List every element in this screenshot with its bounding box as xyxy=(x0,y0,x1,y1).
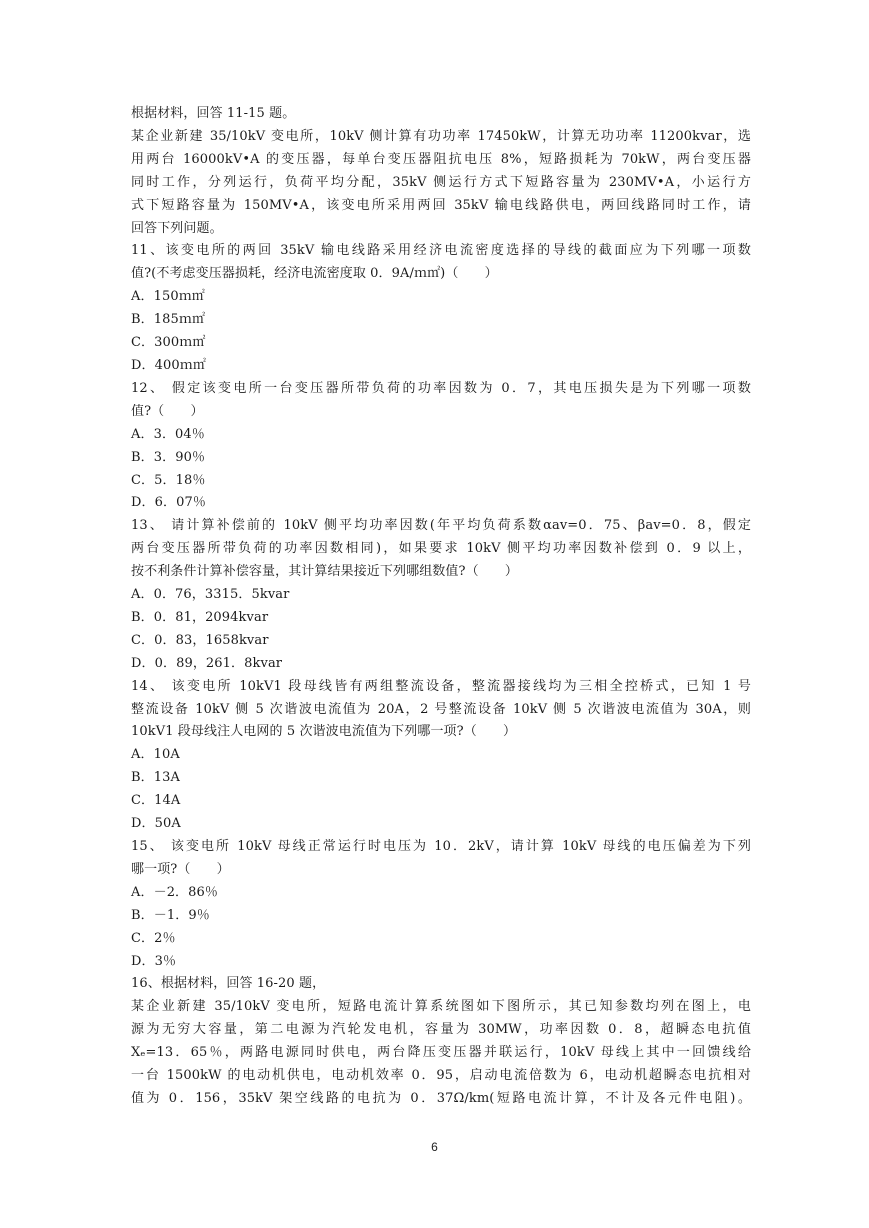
text-line: 13、 请计算补偿前的 10kV 侧平均功率因数(年平均负荷系数αav=0．75、βav=0．8，假定 xyxy=(131,518,751,534)
text-line: 源为无穷大容量，第二电源为汽轮发电机，容量为 30MW，功率因数 0．8，超瞬态电抗值 xyxy=(131,1022,751,1038)
text-line: C．300ｍ㎡ xyxy=(131,335,206,351)
text-line: 根据材料，回答 11-15 题。 xyxy=(131,106,296,121)
text-line: C．5．18％ xyxy=(131,472,206,488)
text-line: D．6．07％ xyxy=(131,495,206,511)
text-line: 值为 0．156，35kV 架空线路的电抗为 0．37Ω/km(短路电流计算，不计及各元件电阻)。 xyxy=(131,1090,751,1106)
text-line: B．0．81，2094kvar xyxy=(131,609,269,625)
text-line: D．3％ xyxy=(131,953,177,969)
text-line: 某企业新建 35/10kV 变电所，10kV 侧计算有功功率 17450kW，计算无功功率 11200kvar，选 xyxy=(131,128,751,144)
text-line: 两台变压器所带负荷的功率因数相同)，如果要求 10kV 侧平均功率因数补偿到 0．9 以上， xyxy=(131,541,751,557)
page-number: 6 xyxy=(431,1140,438,1154)
text-line: A．3．04％ xyxy=(131,426,205,442)
text-line: A．0．76，3315．5kvar xyxy=(131,587,290,603)
text-line: C．0．83，1658kvar xyxy=(131,632,269,648)
text-line: A．150ｍ㎡ xyxy=(131,289,205,305)
text-line: C．2％ xyxy=(131,930,176,946)
text-line: Xₑ=13．65％，两路电源同时供电，两台降压变压器并联运行，10kV 母线上其中一回馈线给 xyxy=(131,1045,751,1061)
text-line: A．10A xyxy=(131,747,180,763)
text-line: 某企业新建 35/10kV 变电所，短路电流计算系统图如下图所示，其已知参数均列在图上，电 xyxy=(131,999,751,1015)
text-line: 一台 1500kW 的电动机供电，电动机效率 0．95，启动电流倍数为 6，电动机超瞬态电抗相对 xyxy=(131,1068,751,1084)
text-line: 用两台 16000kV•A 的变压器，每单台变压器阻抗电压 8%，短路损耗为 70kW，两台变压器 xyxy=(131,151,751,167)
text-line: 式下短路容量为 150MV•A，该变电所采用两回 35kV 输电线路供电，两回线路同时工作，请 xyxy=(131,197,751,213)
text-line: 哪一项?（ ） xyxy=(131,861,230,877)
text-line: 15、 该变电所 10kV 母线正常运行时电压为 10．2kV，请计算 10kV 母线的电压偏差为下列 xyxy=(131,839,751,854)
text-line: 12、 假定该变电所一台变压器所带负荷的功率因数为 0．7，其电压损失是为下列哪一项数 xyxy=(131,380,751,396)
text-line: 整流设备 10kV 侧 5 次谐波电流值为 20A，2 号整流设备 10kV 侧 5 次谐波电流值为 30A，则 xyxy=(131,701,751,717)
text-line: 值?(不考虑变压器损耗，经济电流密度取 0．9A/ｍ㎡)（ ） xyxy=(131,266,498,282)
text-line: D．50A xyxy=(131,816,181,832)
text-line: C．14A xyxy=(131,793,181,809)
text-line: B．－1．9％ xyxy=(131,907,210,923)
text-line: B．13A xyxy=(131,770,180,786)
text-line: 14、 该变电所 10kV1 段母线皆有两组整流设备，整流器接线均为三相全控桥式，已知 1 号 xyxy=(131,678,751,694)
text-line: D．0．89，261．8kvar xyxy=(131,655,283,671)
text-line: B．3．90％ xyxy=(131,449,206,465)
text-line: 按不利条件计算补偿容量，其计算结果接近下列哪组数值?（ ） xyxy=(131,564,518,580)
text-line: 11、该变电所的两回 35kV 输电线路采用经济电流密度选择的导线的截面应为下列哪一项数 xyxy=(131,243,751,259)
text-line: 同时工作，分列运行，负荷平均分配，35kV 侧运行方式下短路容量为 230MV•A，小运行方 xyxy=(131,174,751,190)
text-line: B．185ｍ㎡ xyxy=(131,312,206,328)
page-body xyxy=(131,103,751,1111)
text-line: A．－2．86％ xyxy=(131,884,219,900)
text-line: 10kV1 段母线注人电网的 5 次谐波电流值为下列哪一项?（ ） xyxy=(131,724,517,740)
text-line: 值?（ ） xyxy=(131,403,204,419)
text-line: D．400ｍ㎡ xyxy=(131,357,206,373)
text-line: 回答下列问题。 xyxy=(131,220,223,236)
text-line: 16、根据材料，回答 16-20 题， xyxy=(131,976,326,992)
